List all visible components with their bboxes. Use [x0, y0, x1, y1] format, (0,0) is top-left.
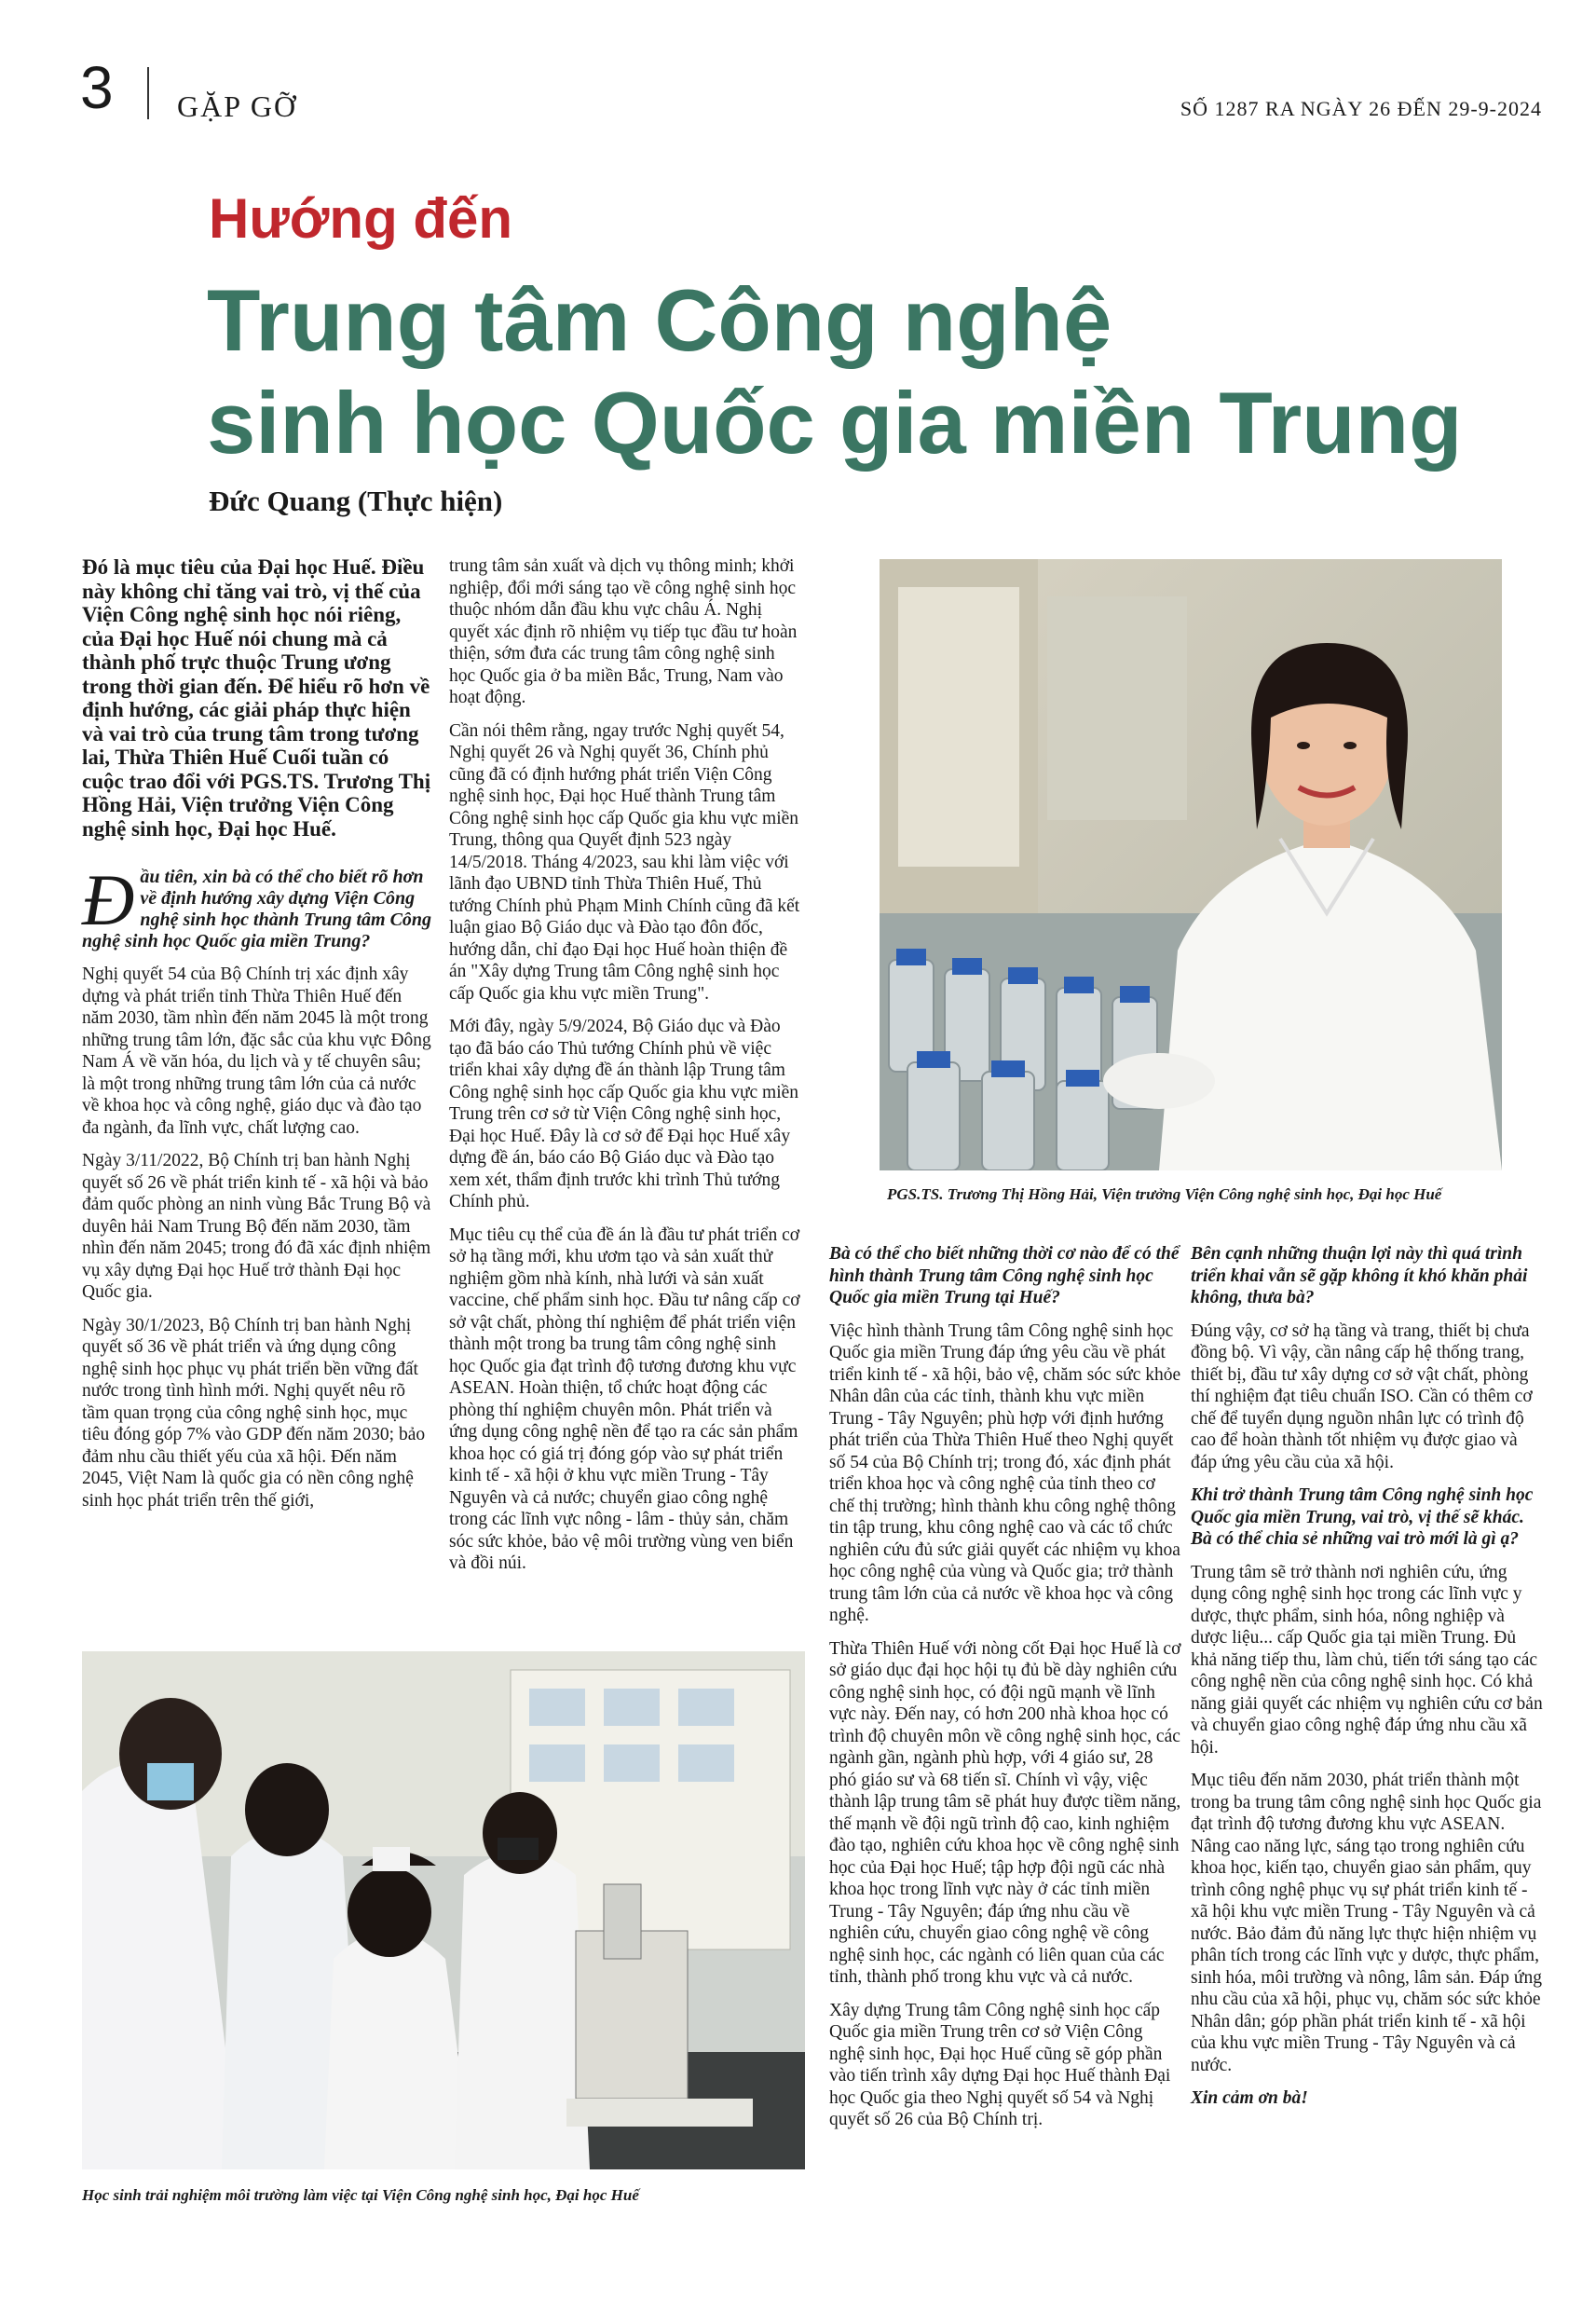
section-label: GẶP GỠ [177, 89, 298, 123]
paragraph: Thừa Thiên Huế với nòng cốt Đại học Huế là cơ sở giáo dục đại học hội tụ đủ bề dày nghiên cứu công nghệ sinh học, có đội ngũ mạnh về lĩnh vực này. Đến nay, có hơn 200 nhà khoa học có trình độ chuyên môn về công nghệ sinh học, các ngành gần, ngành phù hợp, với 4 giáo sư, 28 phó giáo sư và 68 tiến sĩ. Chính vì vậy, việc thành lập trung tâm sẽ phát huy được tiềm năng, thế mạnh về đội ngũ trình độ cao, kinh nghiệm đào tạo, nghiên cứu khoa học về công nghệ sinh học của Đại học Huế; tập hợp đội ngũ các nhà khoa học trong lĩnh vực này ở các tỉnh miền Trung - Tây Nguyên; đáp ứng nhu cầu về nghiên cứu, chuyển giao công nghệ về công nghệ sinh học, các ngành có liên quan của các tỉnh, thành phố trong khu vực và cả nước. [829, 1638, 1181, 1987]
closing-line: Xin cảm ơn bà! [1191, 2088, 1308, 2108]
paragraph: Cần nói thêm rằng, ngay trước Nghị quyết 54, Nghị quyết 26 và Nghị quyết 36, Chính phủ cũng đã có định hướng phát triển Viện Công nghệ sinh học, Đại học Huế thành Trung tâm Công nghệ sinh học cấp Quốc gia khu vực miền Trung, thông qua Quyết định 523 ngày 14/5/2018. Tháng 4/2023, sau khi làm việc với lãnh đạo UBND tỉnh Thừa Thiên Huế, Thủ tướng Chính phủ Phạm Minh Chính cũng đã kết luận giao Bộ Giáo dục và Đào tạo đôn đốc, hướng dẫn, chỉ đạo Đại học Huế hoàn thiện đề án "Xây dựng Trung tâm Công nghệ sinh học cấp Quốc gia khu vực miền Trung". [449, 720, 800, 1004]
lab-caption: Học sinh trải nghiệm môi trường làm việc tại Viện Công nghệ sinh học, Đại học Huế [82, 2186, 639, 2204]
paragraph: Ngày 3/11/2022, Bộ Chính trị ban hành Nghị quyết số 26 về phát triển kinh tế - xã hội và bảo đảm quốc phòng an ninh vùng Bắc Trung Bộ và duyên hải Nam Trung Bộ đến năm 2030, tầm nhìn đến năm 2045; trong đó đã xác định nhiệm vụ xây dựng Đại học Huế trở thành Đại học Quốc gia. [82, 1151, 431, 1302]
portrait-photo [880, 559, 1502, 1170]
headline-kicker: Hướng đến [209, 187, 513, 250]
header-divider [147, 67, 149, 119]
paragraph: Nghị quyết 54 của Bộ Chính trị xác định xây dựng và phát triển tỉnh Thừa Thiên Huế đến năm 2030, tầm nhìn đến năm 2045 là một trong những trung tâm lớn, đặc sắc của khu vực Đông Nam Á về văn hóa, du lịch và y tế chuyên sâu; là một trong những trung tâm lớn của cả nước về khoa học và công nghệ, giáo dục và đào tạo đa ngành, đa lĩnh vực, chất lượng cao. [82, 964, 431, 1138]
page-number: 3 [80, 54, 114, 121]
issue-info: SỐ 1287 RA NGÀY 26 ĐẾN 29-9-2024 [1180, 97, 1542, 120]
portrait-illustration [880, 559, 1502, 1170]
paragraph: Trung tâm sẽ trở thành nơi nghiên cứu, ứng dụng công nghệ sinh học trong các lĩnh vực y dược, thực phẩm, sinh hóa, nông nghiệp và dược liệu... cấp Quốc gia tại miền Trung. Đủ khả năng tiếp thu, làm chủ, tiến tới sáng tạo các công nghệ nền của công nghệ sinh học. Có khả năng giải quyết các nhiệm vụ nghiên cứu cơ bản và chuyển giao công nghệ đáp ứng nhu cầu xã hội. [1191, 1562, 1543, 1758]
paragraph: trung tâm sản xuất và dịch vụ thông minh; khởi nghiệp, đổi mới sáng tạo về công nghệ sinh học thuộc nhóm dẫn đầu khu vực châu Á. Nghị quyết xác định rõ nhiệm vụ tiếp tục đầu tư hoàn thiện, sớm đưa các trung tâm công nghệ sinh học Quốc gia ở ba miền Bắc, Trung, Nam vào hoạt động. [449, 556, 798, 707]
question-4: Khi trở thành Trung tâm Công nghệ sinh học Quốc gia miền Trung, vai trò, vị thế sẽ khác. Bà có thể chia sẻ những vai trò mới là gì ạ? [1191, 1485, 1534, 1549]
headline-title-line1: Trung tâm Công nghệ [207, 271, 1112, 369]
lead-paragraph: Đó là mục tiêu của Đại học Huế. Điều này không chỉ tăng vai trò, vị thế của Viện Công nghệ sinh học nói riêng, của Đại học Huế nói chung mà cả thành phố trực thuộc Trung ương trong thời gian đến. Để hiểu rõ hơn về định hướng, các giải pháp thực hiện và vai trò của trung tâm trong tương lai, Thừa Thiên Huế Cuối tuần có cuộc trao đổi với PGS.TS. Trương Thị Hồng Hải, Viện trưởng Viện Công nghệ sinh học, Đại học Huế. [82, 555, 431, 841]
headline-title-line2: sinh học Quốc gia miền Trung [207, 374, 1463, 472]
article-column-2 [449, 555, 801, 1586]
article-column-3 [829, 1243, 1181, 2142]
paragraph: Mới đây, ngày 5/9/2024, Bộ Giáo dục và Đào tạo đã báo cáo Thủ tướng Chính phủ về việc triển khai xây dựng đề án thành lập Trung tâm Công nghệ sinh học cấp Quốc gia khu vực miền Trung trên cơ sở từ Viện Công nghệ sinh học, Đại học Huế. Đây là cơ sở để Đại học Huế xây dựng đề án, báo cáo Bộ Giáo dục và Đào tạo xem xét, thẩm định trước khi trình Thủ tướng Chính phủ. [449, 1017, 799, 1211]
lab-illustration [82, 1651, 805, 2169]
paragraph: Mục tiêu cụ thể của đề án là đầu tư phát triển cơ sở hạ tầng mới, khu ươm tạo và sản xuất thử nghiệm gồm nhà kính, nhà lưới và sản xuất vaccine, chế phẩm sinh học. Đầu tư nâng cấp cơ sở vật chất, phòng thí nghiệm để phát triển viện thành một trong ba trung tâm công nghệ sinh học Quốc gia đạt trình độ tương đương khu vực ASEAN. Hoàn thiện, tổ chức hoạt động các phòng thí nghiệm chuyên môn. Phát triển và ứng dụng công nghệ nền để tạo ra các sản phẩm khoa học có giá trị đóng góp vào sự phát triển kinh tế - xã hội ở khu vực miền Trung - Tây Nguyên và cả nước; chuyển giao công nghệ trong các lĩnh vực nông - lâm - thủy sản, chăm sóc sức khỏe, bảo vệ môi trường vùng ven biển và đồi núi. [449, 1224, 800, 1573]
paragraph: Việc hình thành Trung tâm Công nghệ sinh học Quốc gia miền Trung đáp ứng yêu cầu về phát triển kinh tế - xã hội, bảo vệ, chăm sóc sức khỏe Nhân dân của các tỉnh, thành khu vực miền Trung - Tây Nguyên; phù hợp với định hướng phát triển của Thừa Thiên Huế theo Nghị quyết số 54 của Bộ Chính trị; trong đó, xác định phát triển khoa học và công nghệ của tỉnh theo cơ chế thị trường; hình thành khu công nghệ thông tin tập trung, khu công nghệ cao và các tổ chức nghiên cứu đủ sức giải quyết các nhiệm vụ khoa học công nghệ của vùng và Quốc gia; trở thành trung tâm lớn của cả nước về khoa học và công nghệ. [829, 1320, 1181, 1625]
lab-photo [82, 1651, 805, 2169]
question-3: Bên cạnh những thuận lợi này thì quá trình triển khai vẫn sẽ gặp không ít khó khăn phải không, thưa bà? [1191, 1244, 1528, 1307]
byline: Đức Quang (Thực hiện) [209, 485, 503, 517]
drop-cap: Đ [82, 859, 135, 940]
question-1: Đầu tiên, xin bà có thể cho biết rõ hơn về định hướng xây dựng Viện Công nghệ sinh học thành Trung tâm Công nghệ sinh học Quốc gia miền Trung? [82, 859, 432, 951]
portrait-caption: PGS.TS. Trương Thị Hồng Hải, Viện trưởng Viện Công nghệ sinh học, Đại học Huế [887, 1185, 1442, 1203]
paragraph: Đúng vậy, cơ sở hạ tầng và trang, thiết bị chưa đồng bộ. Vì vậy, cần nâng cấp hệ thống trang, thiết bị, đầu tư xây dựng cơ sở vật chất, phòng thí nghiệm đạt tiêu chuẩn ISO. Cần có thêm cơ chế để tuyển dụng nguồn nhân lực có trình độ cao để hoàn thành tốt nhiệm vụ được giao và đáp ứng yêu cầu của xã hội. [1191, 1320, 1533, 1472]
article-column-1 [82, 555, 434, 1523]
paragraph: Ngày 30/1/2023, Bộ Chính trị ban hành Nghị quyết số 36 về phát triển và ứng dụng công nghệ sinh học phục vụ phát triển bền vững đất nước trong tình hình mới. Nghị quyết nêu rõ tầm quan trọng của công nghệ sinh học, mục tiêu đóng góp 7% vào GDP đến năm 2030; bảo đảm nhu cầu thiết yếu của xã hội. Đến năm 2045, Việt Nam là quốc gia có nền công nghệ sinh học phát triển trên thế giới, [82, 1315, 426, 1511]
paragraph: Mục tiêu đến năm 2030, phát triển thành một trong ba trung tâm công nghệ sinh học Quốc gia đạt trình độ tương đương khu vực ASEAN. Nâng cao năng lực, sáng tạo trong nghiên cứu khoa học, kiến tạo, chuyển giao sản phẩm, quy trình công nghệ phục vụ sự phát triển kinh tế - xã hội khu vực miền Trung - Tây Nguyên và cả nước. Bảo đảm đủ năng lực thực hiện nhiệm vụ phân tích trong các lĩnh vực y dược, thực phẩm, sinh hóa, môi trường và nông, lâm sản. Đáp ứng nhu cầu của xã hội, phục vụ, chăm sóc sức khỏe Nhân dân; góp phần phát triển kinh tế - xã hội của khu vực miền Trung - Tây Nguyên và cả nước. [1191, 1771, 1542, 2075]
paragraph: Xây dựng Trung tâm Công nghệ sinh học cấp Quốc gia miền Trung trên cơ sở Viện Công nghệ sinh học, Đại học Huế cũng sẽ góp phần vào tiến trình xây dựng Đại học Huế thành Đại học Quốc gia theo Nghị quyết số 54 và Nghị quyết số 26 của Bộ Chính trị. [829, 2000, 1171, 2129]
article-column-4 [1191, 1243, 1543, 2121]
question-2: Bà có thể cho biết những thời cơ nào để có thể hình thành Trung tâm Công nghệ sinh học Quốc gia miền Trung tại Huế? [829, 1244, 1180, 1307]
